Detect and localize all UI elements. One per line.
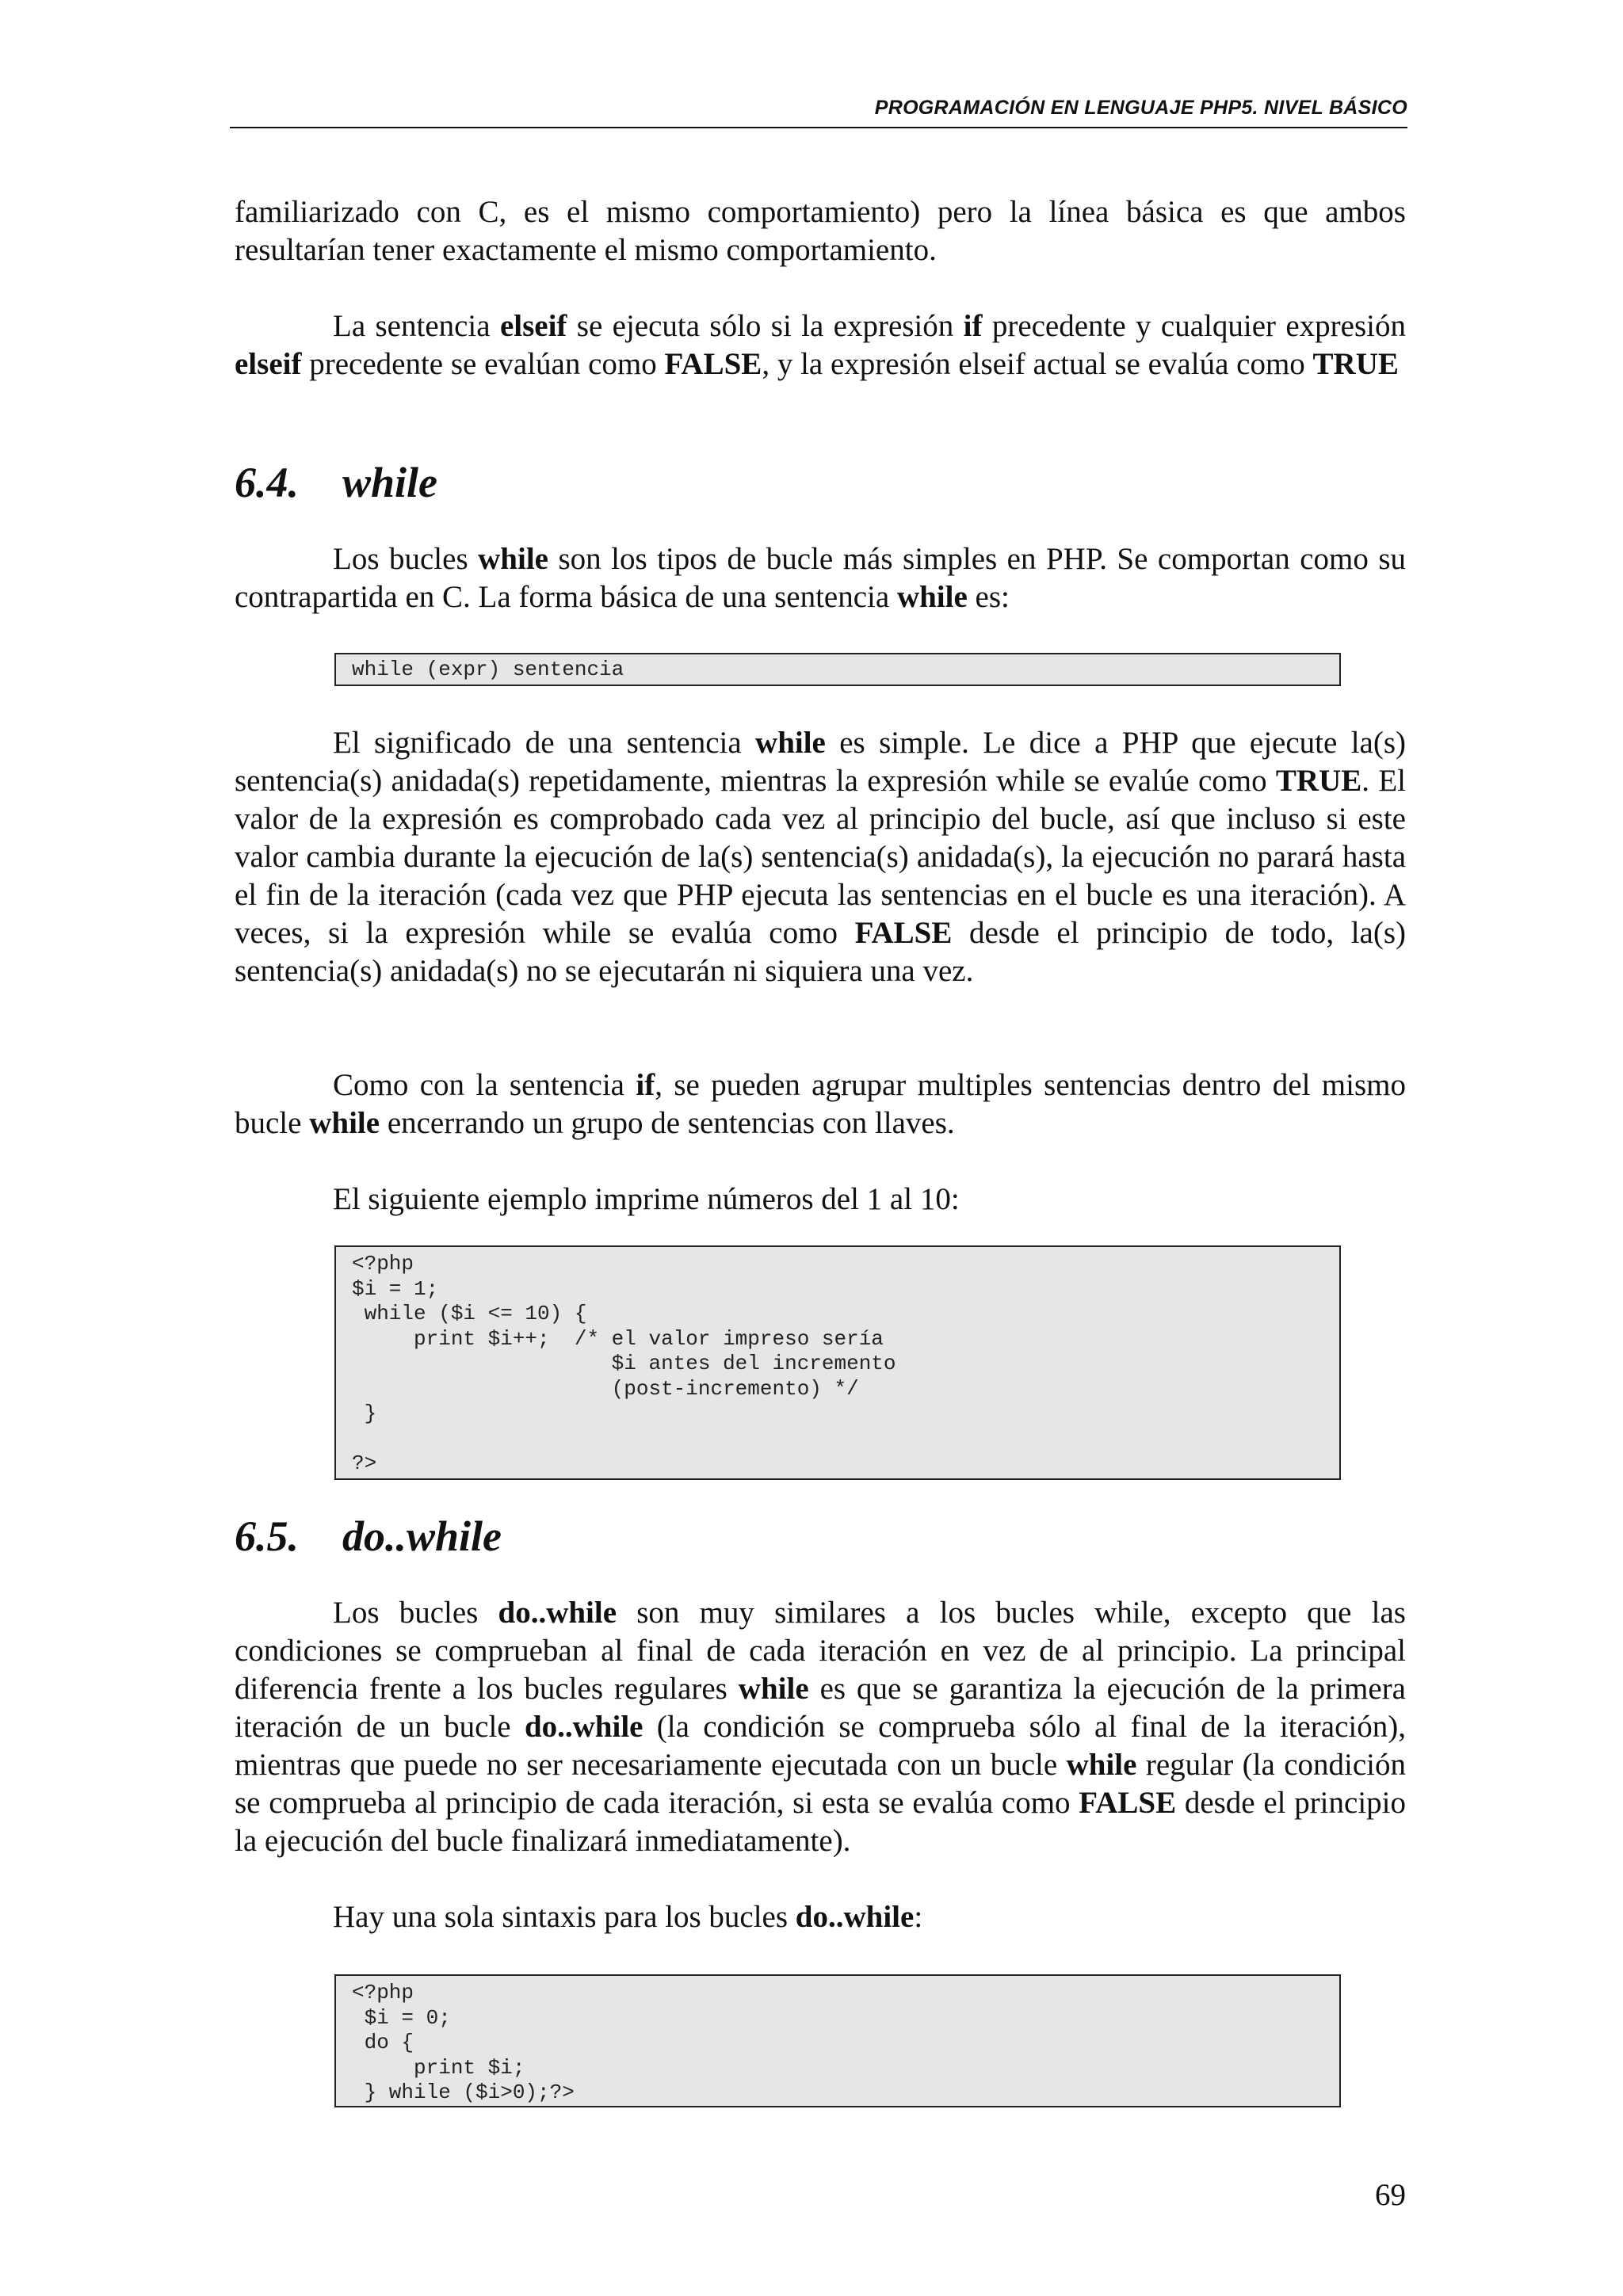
page-number: 69	[1375, 2178, 1406, 2212]
paragraph-dowhile-intro: Los bucles do..while son muy similares a los bucles while, excepto que las condiciones se comprueban al final de cada iteración en vez de al principio. La principal diferencia frente a los bucles regulares while es que se garantiza la ejecución de la primera iteración de un bucle do..while (la condición se comprueba sólo al final de la iteración), mientras que puede no ser necesariamente ejecutada con un bucle while regular (la condición se comprueba al principio de cada iteración, si esta se evalúa como FALSE desde el principio la ejecución del bucle finalizará inmediatamente).	[235, 1596, 1406, 1858]
section-heading-6-5	[235, 1512, 502, 1561]
bold-keyword: while	[896, 580, 968, 614]
paragraph-example-intro: El siguiente ejemplo imprime números del 1 al 10:	[333, 1182, 960, 1216]
paragraph-elseif: La sentencia elseif se ejecuta sólo si la expresión if precedente y cualquier expresión elseif precedente se evalúan como FALSE, y la expresión elseif actual se evalúa como TRUE	[235, 309, 1406, 381]
bold-keyword: do..while	[524, 1710, 643, 1744]
bold-keyword: do..while	[498, 1596, 617, 1630]
bold-keyword: FALSE	[854, 916, 953, 950]
code-block-while-example: <?php $i = 1; while ($i <= 10) { print $i++; /* el valor impreso sería $i antes del incremento (post-incremento) */ } ?>	[334, 1245, 1341, 1480]
bold-keyword: while	[478, 542, 548, 576]
bold-keyword: if	[963, 309, 983, 343]
paragraph-while-intro: Los bucles while son los tipos de bucle más simples en PHP. Se comportan como su contrapartida en C. La forma básica de una sentencia while es:	[235, 542, 1406, 614]
bold-keyword: while	[1066, 1748, 1137, 1782]
paragraph-continuation: familiarizado con C, es el mismo comportamiento) pero la línea básica es que ambos resultarían tener exactamente el mismo comportamiento.	[235, 195, 1406, 267]
bold-keyword: FALSE	[1079, 1786, 1177, 1820]
bold-keyword: FALSE	[664, 347, 762, 381]
bold-keyword: while	[738, 1672, 809, 1706]
code-block-dowhile-example: <?php $i = 0; do { print $i; } while ($i>0);?>	[334, 1974, 1341, 2107]
paragraph-dowhile-syntax: Hay una sola sintaxis para los bucles do..while:	[333, 1900, 923, 1934]
code-block-while-syntax: while (expr) sentencia	[334, 653, 1341, 686]
bold-keyword: TRUE	[1312, 347, 1399, 381]
bold-keyword: while	[755, 726, 826, 760]
section-title: do..while	[342, 1512, 502, 1560]
running-header: PROGRAMACIÓN EN LENGUAJE PHP5. NIVEL BÁSICO	[874, 97, 1407, 119]
bold-keyword: if	[636, 1068, 655, 1102]
header-rule	[230, 127, 1407, 128]
section-number: 6.5.	[235, 1512, 299, 1560]
bold-keyword: do..while	[795, 1900, 915, 1934]
section-heading-6-4	[235, 458, 437, 507]
section-title: while	[342, 459, 438, 506]
paragraph-while-grouping: Como con la sentencia if, se pueden agrupar multiples sentencias dentro del mismo bucle while encerrando un grupo de sentencias con llaves.	[235, 1068, 1406, 1140]
bold-keyword: TRUE	[1275, 764, 1362, 798]
paragraph-while-meaning: El significado de una sentencia while es simple. Le dice a PHP que ejecute la(s) sentencia(s) anidada(s) repetidamente, mientras la expresión while se evalúe como TRUE. El valor de la expresión es comprobado cada vez al principio del bucle, así que incluso si este valor cambia durante la ejecución de la(s) sentencia(s) anidada(s), la ejecución no parará hasta el fin de la iteración (cada vez que PHP ejecuta las sentencias en el bucle es una iteración). A veces, si la expresión while se evalúa como FALSE desde el principio de todo, la(s) sentencia(s) anidada(s) no se ejecutarán ni siquiera una vez.	[235, 726, 1406, 988]
section-number: 6.4.	[235, 459, 299, 506]
bold-keyword: elseif	[235, 347, 302, 381]
bold-keyword: while	[309, 1106, 380, 1140]
bold-keyword: elseif	[499, 309, 567, 343]
